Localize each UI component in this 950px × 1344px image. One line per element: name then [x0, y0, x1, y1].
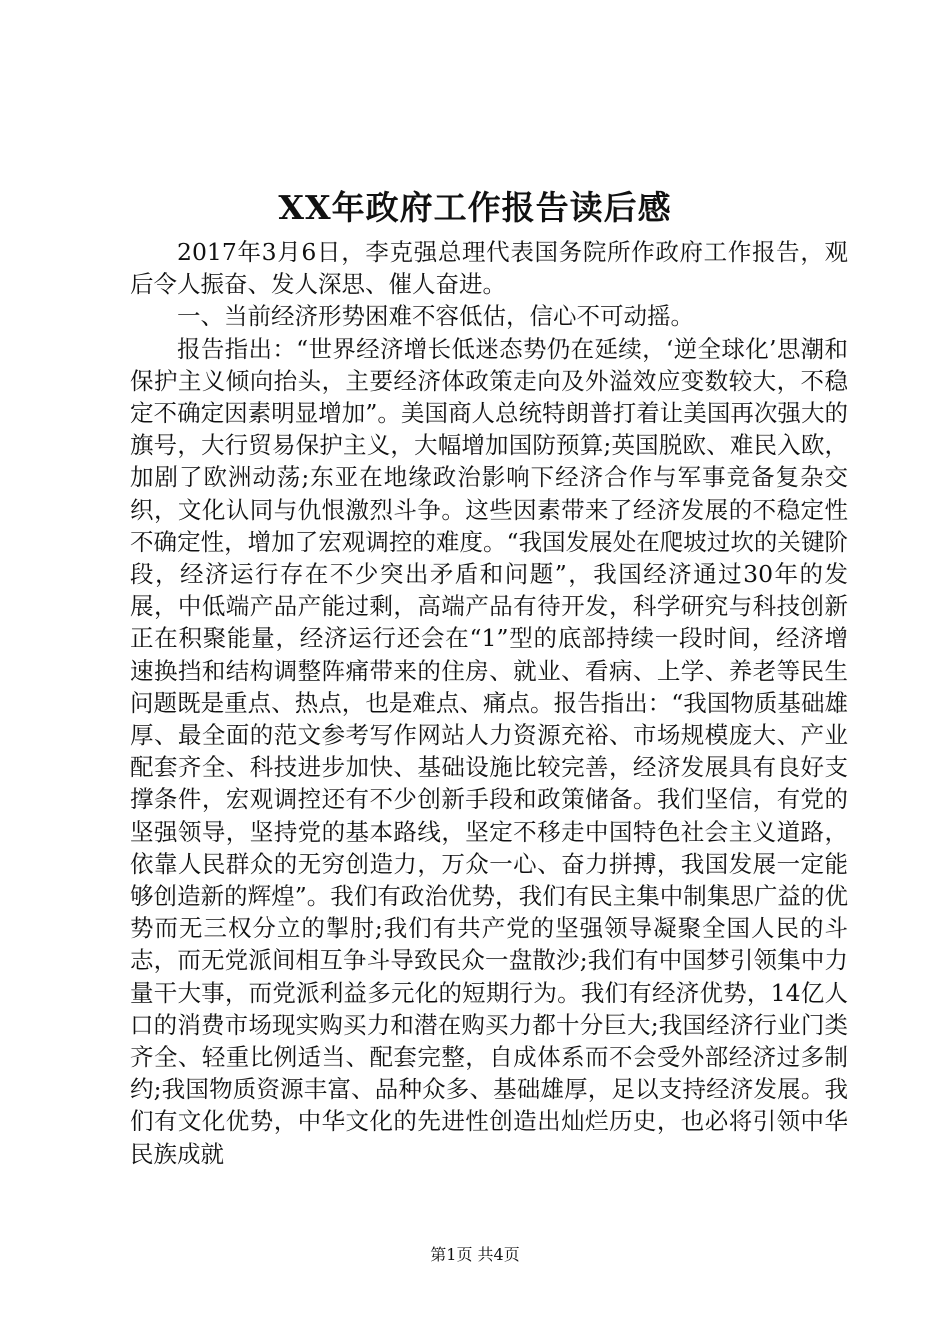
paragraph-intro: 2017年3月6日，李克强总理代表国务院所作政府工作报告，观后令人振奋、发人深思、催人奋进。 — [130, 238, 848, 299]
paragraph-heading-1: 一、当前经济形势困难不容低估，信心不可动摇。 — [177, 302, 694, 331]
document-body — [130, 236, 848, 1170]
page-footer: 第1页 共4页 — [430, 1245, 520, 1264]
document-title: XX年政府工作报告读后感 — [278, 188, 672, 227]
paragraph-main: 报告指出：“世界经济增长低迷态势仍在延续，‘逆全球化’思潮和保护主义倾向抬头，主要经济体政策走向及外溢效应变数较大，不稳定不确定因素明显增加”。美国商人总统特朗普打着让美国再次强大的旗号，大行贸易保护主义，大幅增加国防预算;英国脱欧、难民入欧，加剧了欧洲动荡;东亚在地缘政治影响下经济合作与军事竞备复杂交织，文化认同与仇恨激烈斗争。这些因素带来了经济发展的不稳定性不确定性，增加了宏观调控的难度。“我国发展处在爬坡过坎的关键阶段，经济运行存在不少突出矛盾和问题”，我国经济通过30年的发展，中低端产品产能过剩，高端产品有待开发，科学研究与科技创新正在积聚能量，经济运行还会在“1”型的底部持续一段时间，经济增速换挡和结构调整阵痛带来的住房、就业、看病、上学、养老等民生问题既是重点、热点，也是难点、痛点。报告指出：“我国物质基础雄厚、最全面的范文参考写作网站人力资源充裕、市场规模庞大、产业配套齐全、科技进步加快、基础设施比较完善，经济发展具有良好支撑条件，宏观调控还有不少创新手段和政策储备。我们坚信，有党的坚强领导，坚持党的基本路线，坚定不移走中国特色社会主义道路，依靠人民群众的无穷创造力，万众一心、奋力拼搏，我国发展一定能够创造新的辉煌”。我们有政治优势，我们有民主集中制集思广益的优势而无三权分立的掣肘;我们有共产党的坚强领导凝聚全国人民的斗志，而无党派间相互争斗导致民众一盘散沙;我们有中国梦引领集中力量干大事，而党派利益多元化的短期行为。我们有经济优势，14亿人口的消费市场现实购买力和潜在购买力都十分巨大;我国经济行业门类齐全、轻重比例适当、配套完整，自成体系而不会受外部经济过多制约;我国物质资源丰富、品种众多、基础雄厚，足以支持经济发展。我们有文化优势，中华文化的先进性创造出灿烂历史，也必将引领中华民族成就 — [130, 334, 848, 1168]
